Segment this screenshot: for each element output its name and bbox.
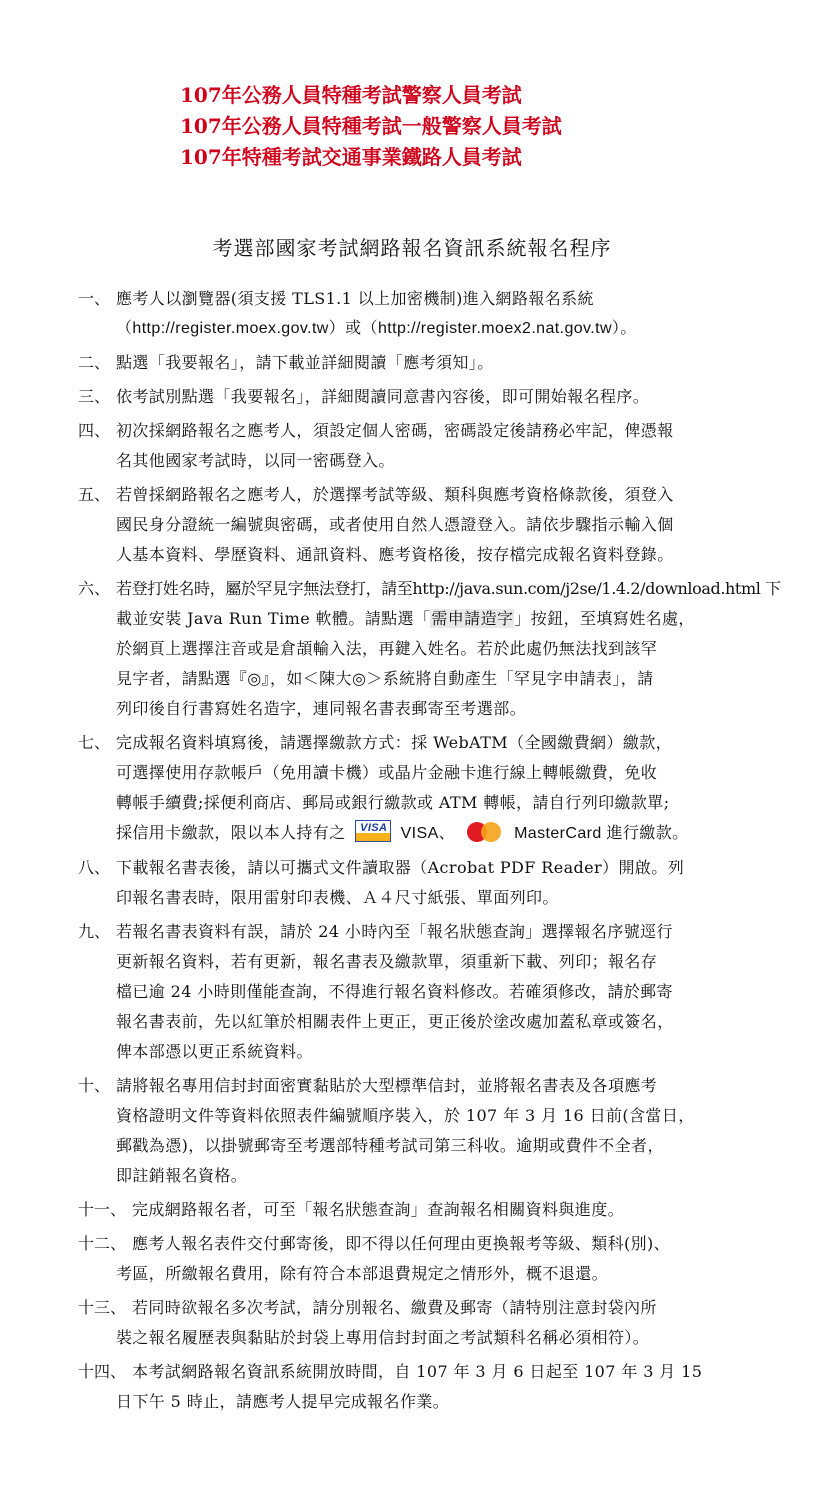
item-number: 七、 — [78, 733, 111, 752]
item-line: （http://register.moex.gov.tw）或（http://register.moex2.nat.gov.tw）。 — [116, 320, 637, 337]
item-line: 若報名書表資料有誤，請於 24 小時內至「報名狀態查詢」選擇報名序號逕行 — [116, 922, 673, 941]
item-line: 完成網路報名者，可至「報名狀態查詢」查詢報名相關資料與進度。 — [132, 1200, 625, 1219]
item-line: 轉帳手續費;採便利商店、郵局或銀行繳款或 ATM 轉帳，請自行列印繳款單; — [116, 793, 670, 812]
item-line: 於網頁上選擇注音或是倉頡輸入法，再鍵入姓名。若於此處仍無法找到該罕 — [116, 639, 658, 658]
item-line-with-button — [116, 604, 758, 634]
item-number: 十、 — [78, 1076, 111, 1095]
exam-title-2: 107年公務人員特種考試一般警察人員考試 — [180, 114, 562, 138]
item-line: 印報名書表時，限用雷射印表機、Ａ４尺寸紙張、單面列印。 — [116, 888, 559, 907]
item-line: 郵戳為憑)，以掛號郵寄至考選部特種考試司第三科收。逾期或費件不全者， — [116, 1136, 664, 1155]
item-line: 即註銷報名資格。 — [116, 1166, 248, 1185]
exam-title-1: 107年公務人員特種考試警察人員考試 — [180, 83, 522, 107]
procedure-item-3 — [78, 382, 758, 412]
item-line: 日下午 5 時止，請應考人提早完成報名作業。 — [116, 1392, 450, 1411]
item-line: 國民身分證統一編號與密碼，或者使用自然人憑證登入。請依步驟指示輸入個 — [116, 515, 674, 534]
item-line: 初次採網路報名之應考人，須設定個人密碼，密碼設定後請務必牢記，俾憑報 — [116, 421, 674, 440]
item-line: 若曾採網路報名之應考人，於選擇考試等級、類科與應考資格條款後，須登入 — [116, 485, 674, 504]
item-line: 裝之報名履歷表與黏貼於封袋上專用信封封面之考試類科名稱必須相符）。 — [116, 1328, 650, 1347]
apply-char-button[interactable]: 需申請造字 — [431, 609, 514, 628]
procedure-item-11 — [78, 1195, 758, 1225]
item-number: 九、 — [78, 922, 111, 941]
item-line: 名其他國家考試時，以同一密碼登入。 — [116, 451, 395, 470]
visa-logo-icon — [355, 820, 391, 842]
item-line: 列印後自行書寫姓名造字，連同報名書表郵寄至考選部。 — [116, 699, 527, 718]
item-line: 依考試別點選「我要報名」，詳細閱讀同意書內容後，即可開始報名程序。 — [116, 387, 650, 406]
item-line: 請將報名專用信封封面密實黏貼於大型標準信封，並將報名書表及各項應考 — [116, 1076, 658, 1095]
visa-label: VISA、 — [400, 825, 456, 842]
item-line: 報名書表前，先以紅筆於相關表件上更正，更正後於塗改處加蓋私章或簽名， — [116, 1012, 674, 1031]
item-number: 五、 — [78, 485, 111, 504]
item-line: 見字者，請點選『◎』，如＜陳大◎＞系統將自動產生「罕見字申請表」，請 — [116, 669, 654, 688]
item-number: 十二、 — [78, 1234, 127, 1253]
procedure-item-5 — [78, 480, 758, 570]
item-line: 人基本資料、學歷資料、通訊資料、應考資格後，按存檔完成報名資料登錄。 — [116, 545, 674, 564]
item-number: 六、 — [78, 579, 111, 598]
item-line: 若同時欲報名多次考試，請分別報名、繳費及郵寄（請特別注意封袋內所 — [132, 1298, 657, 1317]
item-number: 八、 — [78, 858, 111, 877]
procedure-item-7 — [78, 728, 758, 849]
procedure-list — [78, 284, 781, 1421]
item-number: 三、 — [78, 387, 111, 406]
item-line: 下載報名書表後，請以可攜式文件讀取器（Acrobat PDF Reader）開啟。列 — [116, 858, 685, 877]
item-line: 俾本部憑以更正系統資料。 — [116, 1042, 313, 1061]
item-line: 資格證明文件等資料依照表件編號順序裝入，於 107 年 3 月 16 日前(含當日， — [116, 1106, 695, 1125]
item-number: 一、 — [78, 289, 111, 308]
item-line: 本考試網路報名資訊系統開放時間，自 107 年 3 月 6 日起至 107 年 3 月 15 — [132, 1362, 703, 1381]
procedure-item-8 — [78, 853, 758, 913]
item-line: 完成報名資料填寫後，請選擇繳款方式：採 WebATM（全國繳費網）繳款， — [116, 733, 673, 752]
item-text: 」按鈕，至填寫姓名處， — [514, 609, 695, 628]
procedure-item-4 — [78, 416, 758, 476]
item-number: 十四、 — [78, 1362, 127, 1381]
procedure-item-6 — [78, 574, 781, 724]
item-text: 載並安裝 Java Run Time 軟體。請點選「 — [116, 609, 431, 628]
item-line: 更新報名資料，若有更新，報名書表及繳款單，須重新下載、列印；報名存 — [116, 952, 658, 971]
procedure-item-9 — [78, 917, 758, 1067]
procedure-item-2 — [78, 348, 758, 378]
item-line: 若登打姓名時，屬於罕見字無法登打，請至http://java.sun.com/j2se/1.4.2/download.html 下 — [116, 579, 781, 598]
item-line: 可選擇使用存款帳戶（免用讀卡機）或晶片金融卡進行線上轉帳繳費，免收 — [116, 763, 658, 782]
exam-title-3: 107年特種考試交通事業鐵路人員考試 — [180, 145, 522, 169]
item-text: 採信用卡繳款，限以本人持有之 — [116, 823, 346, 842]
procedure-item-13 — [78, 1293, 758, 1353]
procedure-item-10 — [78, 1071, 758, 1191]
mastercard-logo-icon — [465, 821, 505, 843]
item-number: 十一、 — [78, 1200, 127, 1219]
procedure-item-14 — [78, 1357, 758, 1417]
item-number: 四、 — [78, 421, 111, 440]
exam-titles — [180, 80, 562, 173]
item-line: 應考人以瀏覽器(須支援 TLS1.1 以上加密機制)進入網路報名系統 — [116, 289, 594, 308]
item-number: 二、 — [78, 353, 111, 372]
item-line: 檔已逾 24 小時則僅能查詢，不得進行報名資料修改。若確須修改，請於郵寄 — [116, 982, 673, 1001]
item-line: 點選「我要報名」，請下載並詳細閱讀「應考須知」。 — [116, 353, 494, 372]
procedure-heading: 考選部國家考試網路報名資訊系統報名程序 — [212, 236, 612, 260]
procedure-item-1 — [78, 284, 758, 344]
item-line: 應考人報名表件交付郵寄後，即不得以任何理由更換報考等級、類科(別)、 — [132, 1234, 671, 1253]
mastercard-label: MasterCard 進行繳款。 — [514, 825, 689, 842]
item-line-with-cards — [116, 818, 758, 849]
visa-logo-text: VISA — [360, 822, 388, 834]
item-number: 十三、 — [78, 1298, 127, 1317]
procedure-item-12 — [78, 1229, 758, 1289]
item-line: 考區，所繳報名費用，除有符合本部退費規定之情形外，概不退還。 — [116, 1264, 609, 1283]
